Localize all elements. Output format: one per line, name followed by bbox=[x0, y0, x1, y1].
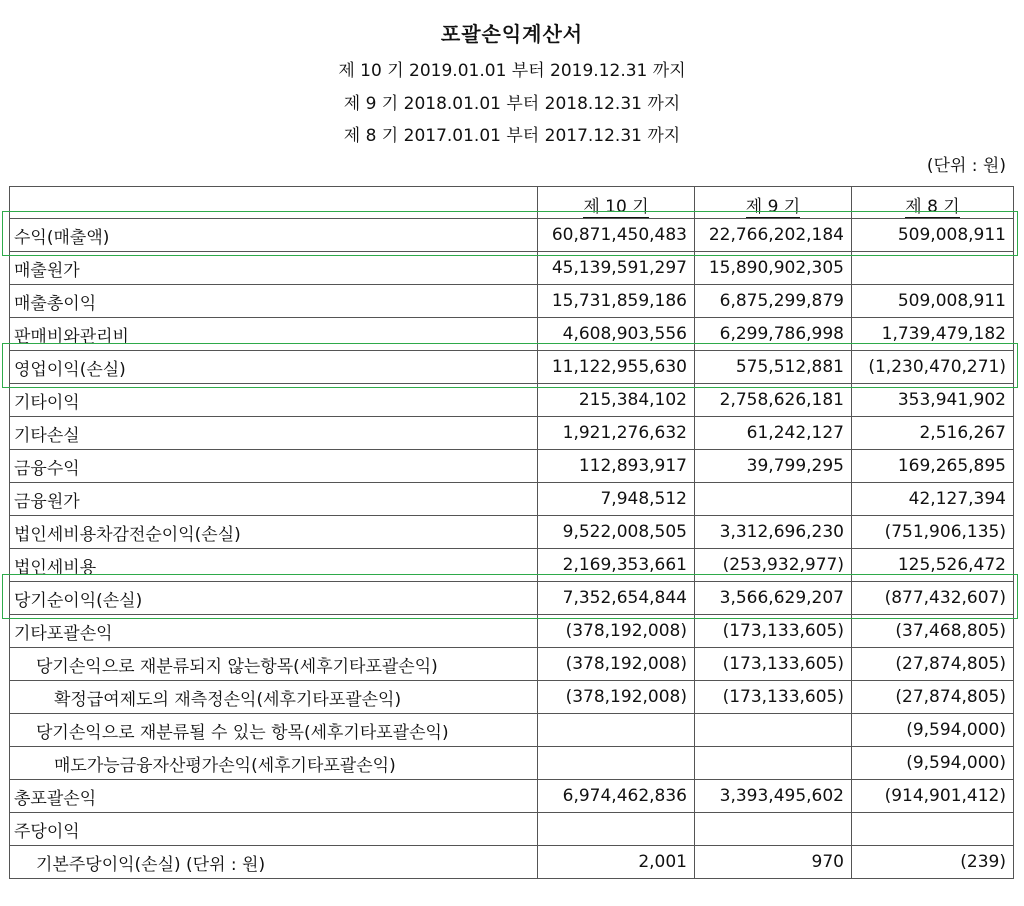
value-period-9 bbox=[695, 483, 852, 516]
table-row bbox=[10, 483, 1014, 516]
row-label: 매출총이익 bbox=[10, 285, 538, 318]
value-period-8: 509,008,911 bbox=[852, 219, 1014, 252]
row-label: 총포괄손익 bbox=[10, 780, 538, 813]
value-period-10: 7,948,512 bbox=[538, 483, 695, 516]
row-label: 확정급여제도의 재측정손익(세후기타포괄손익) bbox=[10, 681, 538, 714]
table-row bbox=[10, 648, 1014, 681]
value-period-8: (239) bbox=[852, 846, 1014, 879]
value-period-9: 575,512,881 bbox=[695, 351, 852, 384]
income-statement-table bbox=[9, 186, 1014, 879]
header-period-10: 제 10 기 bbox=[538, 187, 695, 219]
header-period-8: 제 8 기 bbox=[852, 187, 1014, 219]
value-period-10: 1,921,276,632 bbox=[538, 417, 695, 450]
value-period-9: (173,133,605) bbox=[695, 648, 852, 681]
value-period-8: 353,941,902 bbox=[852, 384, 1014, 417]
value-period-9: 970 bbox=[695, 846, 852, 879]
row-label: 당기순이익(손실) bbox=[10, 582, 538, 615]
header-period-9: 제 9 기 bbox=[695, 187, 852, 219]
row-label: 당기손익으로 재분류될 수 있는 항목(세후기타포괄손익) bbox=[10, 714, 538, 747]
value-period-10: 7,352,654,844 bbox=[538, 582, 695, 615]
value-period-8: (1,230,470,271) bbox=[852, 351, 1014, 384]
value-period-9: 3,393,495,602 bbox=[695, 780, 852, 813]
value-period-10 bbox=[538, 747, 695, 780]
value-period-9: (173,133,605) bbox=[695, 681, 852, 714]
row-label: 주당이익 bbox=[10, 813, 538, 846]
value-period-8: (9,594,000) bbox=[852, 747, 1014, 780]
value-period-10 bbox=[538, 813, 695, 846]
header-label bbox=[10, 187, 538, 219]
table-row bbox=[10, 846, 1014, 879]
value-period-10: 215,384,102 bbox=[538, 384, 695, 417]
table-header-row bbox=[10, 187, 1014, 219]
value-period-8: 125,526,472 bbox=[852, 549, 1014, 582]
value-period-10: 9,522,008,505 bbox=[538, 516, 695, 549]
value-period-10: 2,001 bbox=[538, 846, 695, 879]
table-row bbox=[10, 285, 1014, 318]
table-row bbox=[10, 780, 1014, 813]
value-period-8: (914,901,412) bbox=[852, 780, 1014, 813]
row-label: 법인세비용 bbox=[10, 549, 538, 582]
value-period-9: 22,766,202,184 bbox=[695, 219, 852, 252]
table-body bbox=[10, 219, 1014, 879]
row-label: 판매비와관리비 bbox=[10, 318, 538, 351]
row-label: 기본주당이익(손실) (단위 : 원) bbox=[10, 846, 538, 879]
table-row bbox=[10, 318, 1014, 351]
value-period-9: 6,299,786,998 bbox=[695, 318, 852, 351]
period-line-9: 제 9 기 2018.01.01 부터 2018.12.31 까지 bbox=[343, 94, 681, 114]
row-label: 영업이익(손실) bbox=[10, 351, 538, 384]
page-title: 포괄손익계산서 bbox=[440, 22, 584, 46]
value-period-9: 15,890,902,305 bbox=[695, 252, 852, 285]
row-label: 기타손실 bbox=[10, 417, 538, 450]
row-label: 금융원가 bbox=[10, 483, 538, 516]
row-label: 당기손익으로 재분류되지 않는항목(세후기타포괄손익) bbox=[10, 648, 538, 681]
value-period-9: 6,875,299,879 bbox=[695, 285, 852, 318]
value-period-9: 3,566,629,207 bbox=[695, 582, 852, 615]
row-label: 금융수익 bbox=[10, 450, 538, 483]
row-label: 기타포괄손익 bbox=[10, 615, 538, 648]
period-line-8: 제 8 기 2017.01.01 부터 2017.12.31 까지 bbox=[343, 126, 681, 146]
value-period-8 bbox=[852, 813, 1014, 846]
value-period-8: 509,008,911 bbox=[852, 285, 1014, 318]
value-period-8: (9,594,000) bbox=[852, 714, 1014, 747]
value-period-9 bbox=[695, 813, 852, 846]
value-period-9 bbox=[695, 747, 852, 780]
value-period-8: 42,127,394 bbox=[852, 483, 1014, 516]
value-period-10: 6,974,462,836 bbox=[538, 780, 695, 813]
table-row bbox=[10, 252, 1014, 285]
value-period-10: 45,139,591,297 bbox=[538, 252, 695, 285]
value-period-10: 2,169,353,661 bbox=[538, 549, 695, 582]
value-period-9: 2,758,626,181 bbox=[695, 384, 852, 417]
table-row bbox=[10, 516, 1014, 549]
value-period-9: 61,242,127 bbox=[695, 417, 852, 450]
table-row bbox=[10, 747, 1014, 780]
value-period-9: 3,312,696,230 bbox=[695, 516, 852, 549]
row-label: 기타이익 bbox=[10, 384, 538, 417]
value-period-9: (173,133,605) bbox=[695, 615, 852, 648]
value-period-10: 60,871,450,483 bbox=[538, 219, 695, 252]
value-period-8: (37,468,805) bbox=[852, 615, 1014, 648]
value-period-8 bbox=[852, 252, 1014, 285]
value-period-8: 1,739,479,182 bbox=[852, 318, 1014, 351]
value-period-9 bbox=[695, 714, 852, 747]
value-period-8: 2,516,267 bbox=[852, 417, 1014, 450]
table-row bbox=[10, 384, 1014, 417]
value-period-8: (27,874,805) bbox=[852, 648, 1014, 681]
value-period-9: 39,799,295 bbox=[695, 450, 852, 483]
table-row bbox=[10, 714, 1014, 747]
value-period-8: 169,265,895 bbox=[852, 450, 1014, 483]
table-row bbox=[10, 582, 1014, 615]
value-period-8: (751,906,135) bbox=[852, 516, 1014, 549]
value-period-8: (27,874,805) bbox=[852, 681, 1014, 714]
table-row bbox=[10, 219, 1014, 252]
table-row bbox=[10, 813, 1014, 846]
value-period-10: 112,893,917 bbox=[538, 450, 695, 483]
row-label: 수익(매출액) bbox=[10, 219, 538, 252]
table-row bbox=[10, 417, 1014, 450]
value-period-10: 4,608,903,556 bbox=[538, 318, 695, 351]
value-period-10: (378,192,008) bbox=[538, 681, 695, 714]
table-row bbox=[10, 450, 1014, 483]
value-period-10: 15,731,859,186 bbox=[538, 285, 695, 318]
value-period-10: (378,192,008) bbox=[538, 615, 695, 648]
unit-label: (단위 : 원) bbox=[926, 156, 1006, 176]
value-period-10: (378,192,008) bbox=[538, 648, 695, 681]
table-row bbox=[10, 549, 1014, 582]
table-row bbox=[10, 681, 1014, 714]
row-label: 법인세비용차감전순이익(손실) bbox=[10, 516, 538, 549]
period-line-10: 제 10 기 2019.01.01 부터 2019.12.31 까지 bbox=[338, 61, 686, 81]
value-period-8: (877,432,607) bbox=[852, 582, 1014, 615]
value-period-10: 11,122,955,630 bbox=[538, 351, 695, 384]
table-row bbox=[10, 351, 1014, 384]
row-label: 매도가능금융자산평가손익(세후기타포괄손익) bbox=[10, 747, 538, 780]
value-period-10 bbox=[538, 714, 695, 747]
value-period-9: (253,932,977) bbox=[695, 549, 852, 582]
table-row bbox=[10, 615, 1014, 648]
row-label: 매출원가 bbox=[10, 252, 538, 285]
